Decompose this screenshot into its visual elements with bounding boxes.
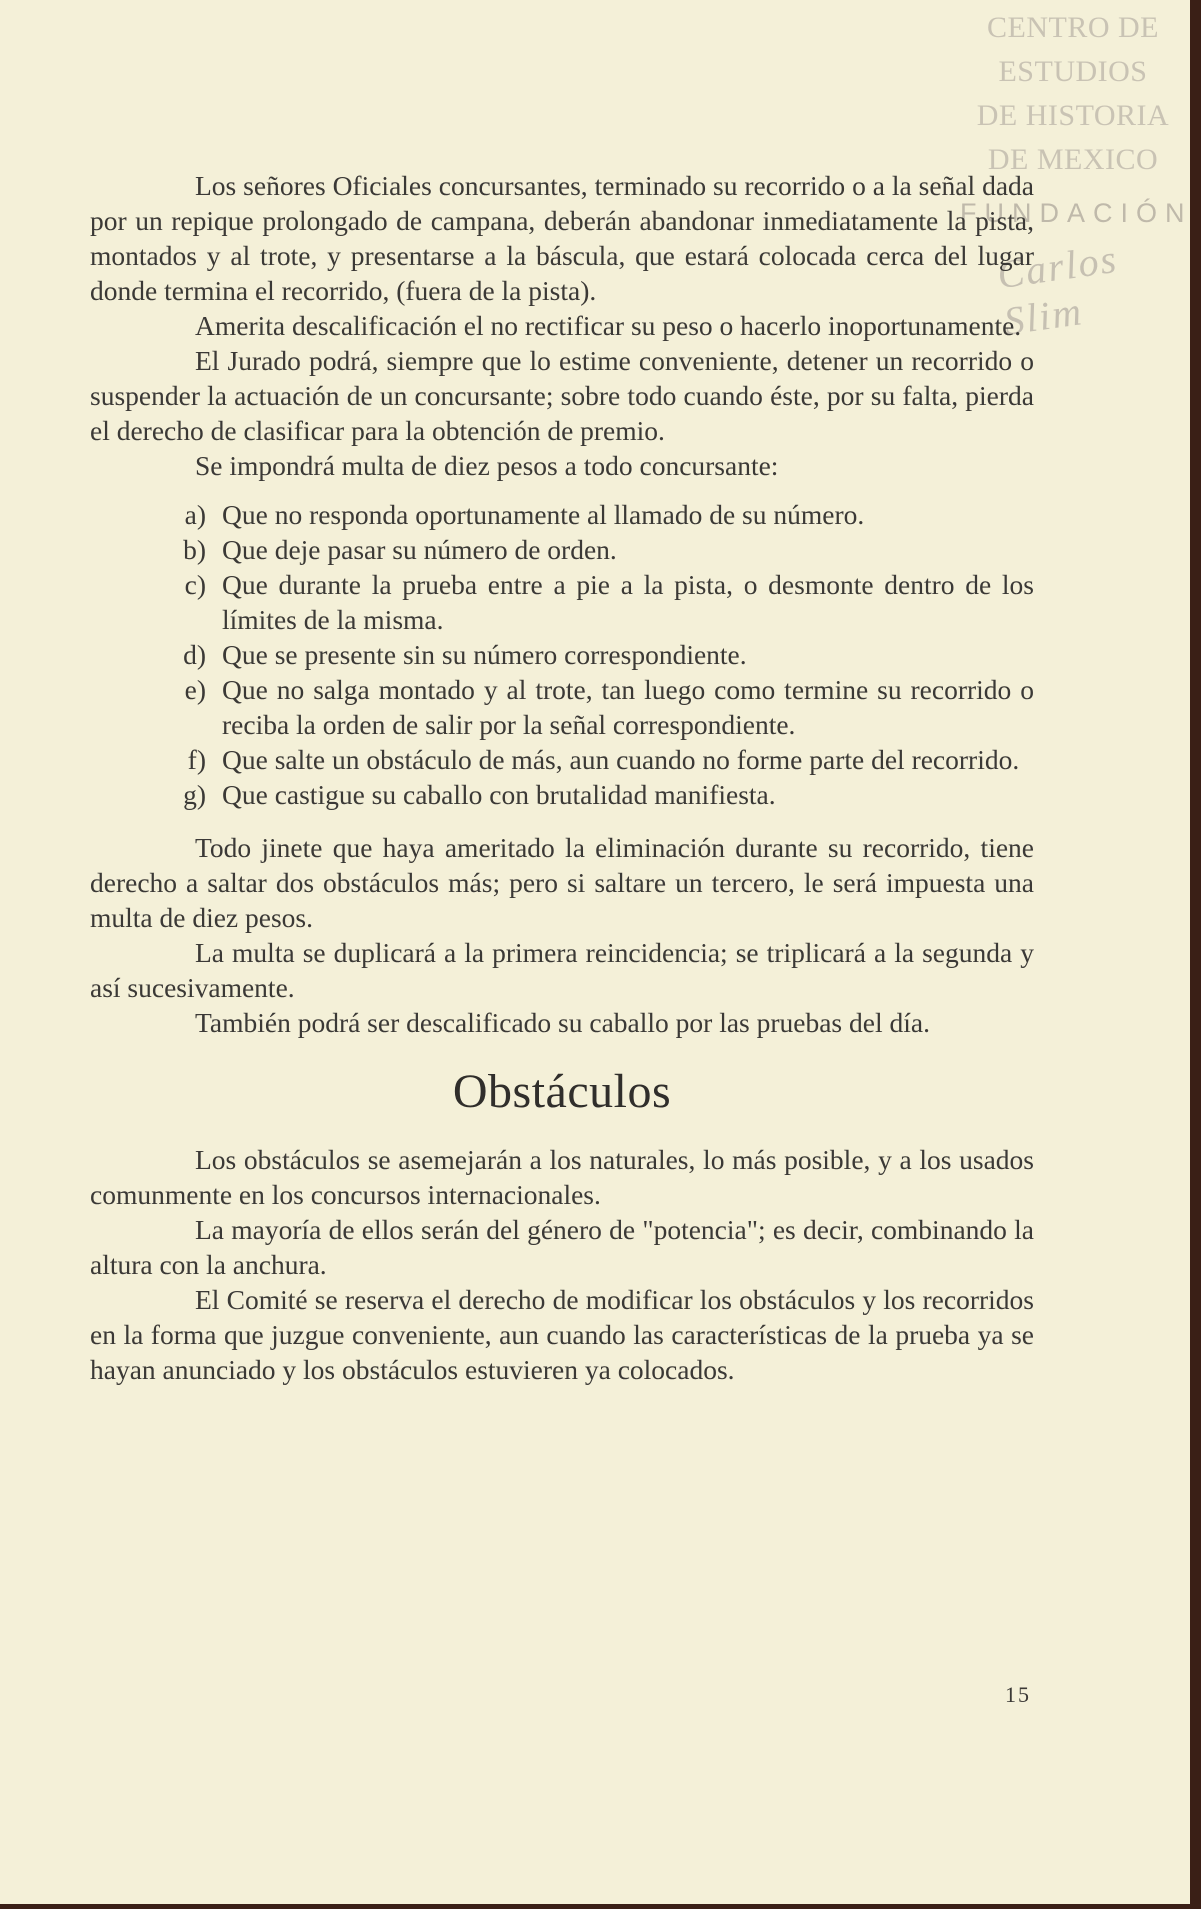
list-item (90, 497, 1034, 532)
section-heading: Obstáculos (452, 1065, 672, 1118)
list-marker: g) (183, 779, 206, 810)
watermark-signature: Carlos Slim (994, 235, 1121, 344)
list-item-text: Que se presente sin su número correspondiente. (222, 639, 747, 670)
fines-list (90, 497, 1034, 812)
list-item (90, 777, 1034, 812)
paragraph: Se impondrá multa de diez pesos a todo concursante: (195, 450, 779, 481)
paragraph: También podrá ser descalificado su caballo por las pruebas del día. (195, 1007, 930, 1038)
list-item-text: Que castigue su caballo con brutalidad manifiesta. (222, 779, 776, 810)
page-body (90, 168, 1034, 1387)
watermark-line: ESTUDIOS (998, 55, 1148, 88)
list-item (90, 532, 1034, 567)
paragraph: El Jurado podrá, siempre que lo estime conveniente, detener un recorrido o suspender la actuación de un concursante; sobre todo cuando éste, por su falta, pierda el derecho de clasificar para la obtención de premio. (90, 345, 1034, 446)
list-marker: f) (187, 744, 206, 775)
watermark-line: DE MEXICO (987, 143, 1159, 176)
list-item-text: Que no salga montado y al trote, tan luego como termine su recorrido o reciba la orden de salir por la señal correspondiente. (222, 674, 1034, 740)
list-marker: b) (183, 534, 206, 565)
paragraph: El Comité se reserva el derecho de modificar los obstáculos y los recorridos en la forma que juzgue conveniente, aun cuando las características de la prueba ya se hayan anunciado y los obstáculos estuvieren ya colocados. (90, 1284, 1034, 1385)
list-item (90, 637, 1034, 672)
list-marker: c) (184, 569, 206, 600)
list-marker: a) (184, 499, 206, 530)
paragraph: Los señores Oficiales concursantes, terminado su recorrido o a la señal dada por un repique prolongado de campana, deberán abandonar inmediatamente la pista, montados y al trote, y presentarse a la báscula, que estará colocada cerca del lugar donde termina el recorrido, (fuera de la pista). (90, 170, 1034, 306)
watermark-line: CENTRO DE (987, 11, 1159, 44)
list-marker: d) (183, 639, 206, 670)
watermark-fundacion: FUNDACIÓN (960, 198, 1193, 228)
list-item-text: Que salte un obstáculo de más, aun cuando no forme parte del recorrido. (222, 744, 1020, 775)
list-item (90, 672, 1034, 742)
list-item-text: Que no responda oportunamente al llamado de su número. (222, 499, 865, 530)
paragraph: Los obstáculos se asemejarán a los naturales, lo más posible, y a los usados comunmente en los concursos internacionales. (90, 1144, 1034, 1210)
archive-watermark (958, 6, 1188, 182)
watermark-line: DE HISTORIA (976, 99, 1170, 132)
list-item-text: Que durante la prueba entre a pie a la pista, o desmonte dentro de los límites de la misma. (222, 569, 1034, 635)
paragraph: Amerita descalificación el no rectificar su peso o hacerlo inoportunamente. (195, 310, 1022, 341)
page-number: 15 (1005, 1682, 1031, 1707)
paragraph: Todo jinete que haya ameritado la eliminación durante su recorrido, tiene derecho a saltar dos obstáculos más; pero si saltare un tercero, le será impuesta una multa de diez pesos. (90, 832, 1034, 933)
list-item-text: Que deje pasar su número de orden. (222, 534, 617, 565)
list-marker: e) (184, 674, 206, 705)
paragraph: La mayoría de ellos serán del género de "potencia"; es decir, combinando la altura con la anchura. (90, 1214, 1034, 1280)
paragraph: La multa se duplicará a la primera reincidencia; se triplicará a la segunda y así sucesivamente. (90, 937, 1034, 1003)
list-item (90, 742, 1034, 777)
list-item (90, 567, 1034, 637)
